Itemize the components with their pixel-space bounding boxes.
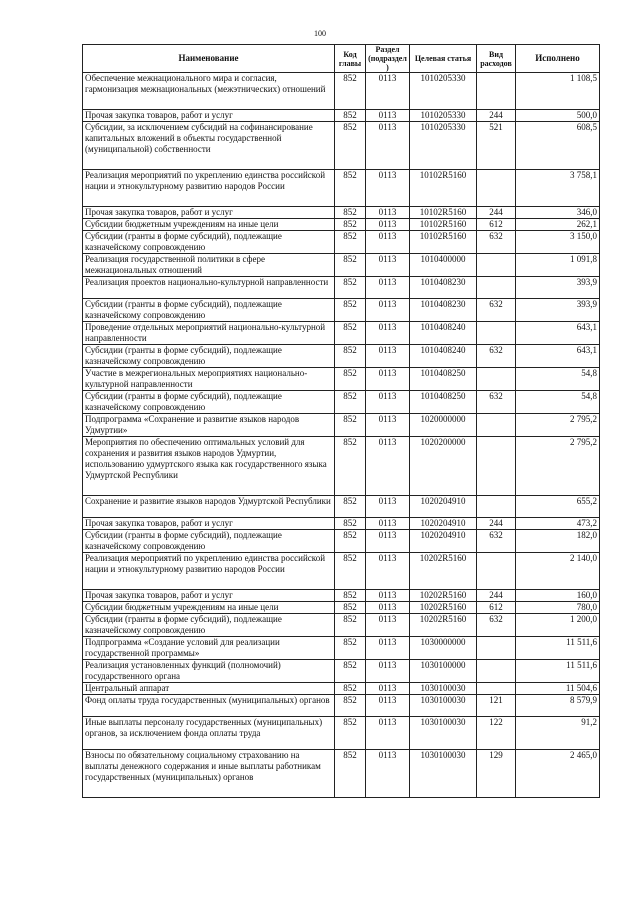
row-article-cell: 1010400000 xyxy=(410,254,477,277)
row-article-cell: 1020204910 xyxy=(410,530,477,553)
row-expense-type-cell: 121 xyxy=(477,695,516,717)
row-expense-type-cell: 612 xyxy=(477,602,516,614)
column-header-section: Раздел (подраздел) xyxy=(366,45,410,73)
table-row xyxy=(83,207,600,219)
row-section-cell: 0113 xyxy=(366,254,410,277)
row-expense-type-cell xyxy=(477,553,516,590)
column-header-name: Наименование xyxy=(83,45,335,73)
row-section-cell: 0113 xyxy=(366,602,410,614)
row-executed-cell: 1 108,5 xyxy=(516,73,600,110)
row-code-cell: 852 xyxy=(335,602,366,614)
row-section-cell: 0113 xyxy=(366,345,410,368)
row-section-cell: 0113 xyxy=(366,110,410,122)
row-executed-cell: 393,9 xyxy=(516,277,600,299)
row-executed-cell: 655,2 xyxy=(516,496,600,518)
row-executed-cell: 11 511,6 xyxy=(516,660,600,683)
page-number: 100 xyxy=(314,29,326,38)
row-expense-type-cell: 122 xyxy=(477,717,516,750)
row-name-cell: Проведение отдельных мероприятий национально-культурной направленности xyxy=(83,322,335,345)
row-section-cell: 0113 xyxy=(366,73,410,110)
column-header-executed: Исполнено xyxy=(516,45,600,73)
row-code-cell: 852 xyxy=(335,391,366,414)
row-name-cell: Субсидии (гранты в форме субсидий), подлежащие казначейскому сопровождению xyxy=(83,530,335,553)
row-expense-type-cell xyxy=(477,277,516,299)
row-name-cell: Участие в межрегиональных мероприятиях национально-культурной направленности xyxy=(83,368,335,391)
row-article-cell: 1010205330 xyxy=(410,73,477,110)
table-row xyxy=(83,695,600,717)
table-row xyxy=(83,170,600,207)
row-name-cell: Прочая закупка товаров, работ и услуг xyxy=(83,207,335,219)
row-code-cell: 852 xyxy=(335,219,366,231)
row-article-cell: 1030100000 xyxy=(410,660,477,683)
table-row xyxy=(83,219,600,231)
table-row xyxy=(83,73,600,110)
row-code-cell: 852 xyxy=(335,73,366,110)
row-section-cell: 0113 xyxy=(366,496,410,518)
row-section-cell: 0113 xyxy=(366,553,410,590)
row-section-cell: 0113 xyxy=(366,219,410,231)
row-section-cell: 0113 xyxy=(366,683,410,695)
table-row xyxy=(83,277,600,299)
table-row xyxy=(83,637,600,660)
row-code-cell: 852 xyxy=(335,695,366,717)
row-section-cell: 0113 xyxy=(366,660,410,683)
table-row xyxy=(83,231,600,254)
row-expense-type-cell xyxy=(477,660,516,683)
row-expense-type-cell: 632 xyxy=(477,391,516,414)
row-article-cell: 1030100030 xyxy=(410,717,477,750)
row-name-cell: Реализация мероприятий по укреплению единства российской нации и этнокультурному развитию народов России xyxy=(83,553,335,590)
row-expense-type-cell: 244 xyxy=(477,207,516,219)
row-article-cell: 10202R5160 xyxy=(410,614,477,637)
row-section-cell: 0113 xyxy=(366,750,410,798)
column-header-code: Код главы xyxy=(335,45,366,73)
table-row xyxy=(83,122,600,170)
row-name-cell: Субсидии (гранты в форме субсидий), подлежащие казначейскому сопровождению xyxy=(83,231,335,254)
table-row xyxy=(83,322,600,345)
table-row xyxy=(83,299,600,322)
row-executed-cell: 2 140,0 xyxy=(516,553,600,590)
row-name-cell: Реализация установленных функций (полномочий) государственного органа xyxy=(83,660,335,683)
row-expense-type-cell: 521 xyxy=(477,122,516,170)
row-executed-cell: 11 511,6 xyxy=(516,637,600,660)
row-executed-cell: 2 795,2 xyxy=(516,437,600,496)
row-name-cell: Субсидии бюджетным учреждениям на иные цели xyxy=(83,219,335,231)
row-name-cell: Взносы по обязательному социальному страхованию на выплаты денежного содержания и иные выплаты работникам государственных (муниципальных) органов xyxy=(83,750,335,798)
row-code-cell: 852 xyxy=(335,518,366,530)
row-name-cell: Субсидии, за исключением субсидий на софинансирование капитальных вложений в объекты государственной (муниципальной) собственности xyxy=(83,122,335,170)
row-name-cell: Иные выплаты персоналу государственных (муниципальных) органов, за исключением фонда оплаты труда xyxy=(83,717,335,750)
table-row xyxy=(83,437,600,496)
row-expense-type-cell xyxy=(477,414,516,437)
row-article-cell: 1010408230 xyxy=(410,299,477,322)
row-section-cell: 0113 xyxy=(366,637,410,660)
row-name-cell: Прочая закупка товаров, работ и услуг xyxy=(83,518,335,530)
row-executed-cell: 393,9 xyxy=(516,299,600,322)
row-name-cell: Прочая закупка товаров, работ и услуг xyxy=(83,110,335,122)
row-article-cell: 1030100030 xyxy=(410,683,477,695)
row-name-cell: Субсидии (гранты в форме субсидий), подлежащие казначейскому сопровождению xyxy=(83,391,335,414)
row-executed-cell: 262,1 xyxy=(516,219,600,231)
row-code-cell: 852 xyxy=(335,614,366,637)
row-expense-type-cell: 632 xyxy=(477,345,516,368)
row-code-cell: 852 xyxy=(335,299,366,322)
table-row xyxy=(83,254,600,277)
row-code-cell: 852 xyxy=(335,750,366,798)
row-code-cell: 852 xyxy=(335,530,366,553)
table-row xyxy=(83,496,600,518)
row-name-cell: Реализация мероприятий по укреплению единства российской нации и этнокультурному развитию народов России xyxy=(83,170,335,207)
row-code-cell: 852 xyxy=(335,110,366,122)
table-row xyxy=(83,518,600,530)
row-expense-type-cell xyxy=(477,368,516,391)
table-row xyxy=(83,110,600,122)
row-expense-type-cell xyxy=(477,637,516,660)
row-code-cell: 852 xyxy=(335,231,366,254)
row-article-cell: 10102R5160 xyxy=(410,219,477,231)
table-row xyxy=(83,553,600,590)
row-executed-cell: 500,0 xyxy=(516,110,600,122)
row-name-cell: Мероприятия по обеспечению оптимальных условий для сохранения и развития языков народов Удмуртии, использованию удмуртского языка как государственного языка Удмуртской Республики xyxy=(83,437,335,496)
row-code-cell: 852 xyxy=(335,437,366,496)
row-section-cell: 0113 xyxy=(366,414,410,437)
row-expense-type-cell xyxy=(477,73,516,110)
column-header-expense-type: Вид расходов xyxy=(477,45,516,73)
row-code-cell: 852 xyxy=(335,660,366,683)
row-article-cell: 10202R5160 xyxy=(410,590,477,602)
row-executed-cell: 54,8 xyxy=(516,391,600,414)
row-article-cell: 1020204910 xyxy=(410,518,477,530)
row-article-cell: 1030100030 xyxy=(410,750,477,798)
row-name-cell: Подпрограмма «Сохранение и развитие языков народов Удмуртии» xyxy=(83,414,335,437)
row-article-cell: 1020200000 xyxy=(410,437,477,496)
row-name-cell: Подпрограмма «Создание условий для реализации государственной программы» xyxy=(83,637,335,660)
row-section-cell: 0113 xyxy=(366,391,410,414)
row-article-cell: 1020204910 xyxy=(410,496,477,518)
row-name-cell: Реализация проектов национально-культурной направленности xyxy=(83,277,335,299)
row-expense-type-cell xyxy=(477,437,516,496)
row-article-cell: 1030000000 xyxy=(410,637,477,660)
row-expense-type-cell: 244 xyxy=(477,110,516,122)
row-executed-cell: 8 579,9 xyxy=(516,695,600,717)
row-executed-cell: 643,1 xyxy=(516,345,600,368)
row-section-cell: 0113 xyxy=(366,207,410,219)
column-header-article: Целевая статья xyxy=(410,45,477,73)
row-article-cell: 10102R5160 xyxy=(410,207,477,219)
row-article-cell: 1020000000 xyxy=(410,414,477,437)
row-code-cell: 852 xyxy=(335,277,366,299)
table-row xyxy=(83,660,600,683)
row-executed-cell: 780,0 xyxy=(516,602,600,614)
row-code-cell: 852 xyxy=(335,207,366,219)
row-code-cell: 852 xyxy=(335,717,366,750)
row-name-cell: Сохранение и развитие языков народов Удмуртской Республики xyxy=(83,496,335,518)
row-name-cell: Обеспечение межнационального мира и согласия, гармонизация межнациональных (межэтнических) отношений xyxy=(83,73,335,110)
table-body xyxy=(83,73,600,798)
table-row xyxy=(83,750,600,798)
row-expense-type-cell xyxy=(477,254,516,277)
row-section-cell: 0113 xyxy=(366,299,410,322)
row-executed-cell: 2 795,2 xyxy=(516,414,600,437)
row-executed-cell: 643,1 xyxy=(516,322,600,345)
row-section-cell: 0113 xyxy=(366,530,410,553)
row-name-cell: Фонд оплаты труда государственных (муниципальных) органов xyxy=(83,695,335,717)
row-executed-cell: 608,5 xyxy=(516,122,600,170)
table-header xyxy=(83,45,600,73)
row-code-cell: 852 xyxy=(335,345,366,368)
row-name-cell: Реализация государственной политики в сфере межнациональных отношений xyxy=(83,254,335,277)
row-code-cell: 852 xyxy=(335,368,366,391)
table-row xyxy=(83,414,600,437)
row-section-cell: 0113 xyxy=(366,122,410,170)
row-section-cell: 0113 xyxy=(366,590,410,602)
row-section-cell: 0113 xyxy=(366,170,410,207)
row-code-cell: 852 xyxy=(335,590,366,602)
row-expense-type-cell: 632 xyxy=(477,299,516,322)
row-name-cell: Прочая закупка товаров, работ и услуг xyxy=(83,590,335,602)
table-row xyxy=(83,683,600,695)
row-article-cell: 1010408250 xyxy=(410,391,477,414)
table-row xyxy=(83,602,600,614)
row-executed-cell: 1 091,8 xyxy=(516,254,600,277)
row-article-cell: 10202R5160 xyxy=(410,553,477,590)
row-code-cell: 852 xyxy=(335,170,366,207)
row-name-cell: Субсидии (гранты в форме субсидий), подлежащие казначейскому сопровождению xyxy=(83,614,335,637)
row-section-cell: 0113 xyxy=(366,695,410,717)
row-code-cell: 852 xyxy=(335,322,366,345)
row-expense-type-cell xyxy=(477,496,516,518)
row-article-cell: 1010408230 xyxy=(410,277,477,299)
row-section-cell: 0113 xyxy=(366,277,410,299)
row-section-cell: 0113 xyxy=(366,518,410,530)
row-executed-cell: 1 200,0 xyxy=(516,614,600,637)
row-article-cell: 1010408240 xyxy=(410,345,477,368)
row-expense-type-cell: 632 xyxy=(477,231,516,254)
row-expense-type-cell: 612 xyxy=(477,219,516,231)
table-row xyxy=(83,345,600,368)
row-executed-cell: 3 150,0 xyxy=(516,231,600,254)
row-executed-cell: 473,2 xyxy=(516,518,600,530)
row-executed-cell: 160,0 xyxy=(516,590,600,602)
table-row xyxy=(83,391,600,414)
table-row xyxy=(83,368,600,391)
row-code-cell: 852 xyxy=(335,122,366,170)
row-article-cell: 1010408240 xyxy=(410,322,477,345)
row-expense-type-cell: 632 xyxy=(477,530,516,553)
row-section-cell: 0113 xyxy=(366,231,410,254)
row-expense-type-cell xyxy=(477,683,516,695)
row-section-cell: 0113 xyxy=(366,437,410,496)
row-name-cell: Субсидии (гранты в форме субсидий), подлежащие казначейскому сопровождению xyxy=(83,345,335,368)
row-expense-type-cell xyxy=(477,322,516,345)
row-article-cell: 1010205330 xyxy=(410,110,477,122)
row-executed-cell: 3 758,1 xyxy=(516,170,600,207)
row-code-cell: 852 xyxy=(335,683,366,695)
row-code-cell: 852 xyxy=(335,496,366,518)
row-executed-cell: 54,8 xyxy=(516,368,600,391)
row-code-cell: 852 xyxy=(335,414,366,437)
budget-execution-table xyxy=(82,44,600,798)
table-row xyxy=(83,530,600,553)
row-section-cell: 0113 xyxy=(366,717,410,750)
row-article-cell: 1010205330 xyxy=(410,122,477,170)
row-article-cell: 10202R5160 xyxy=(410,602,477,614)
row-article-cell: 1030100030 xyxy=(410,695,477,717)
row-code-cell: 852 xyxy=(335,637,366,660)
table-row xyxy=(83,717,600,750)
table-row xyxy=(83,590,600,602)
row-expense-type-cell: 129 xyxy=(477,750,516,798)
row-name-cell: Центральный аппарат xyxy=(83,683,335,695)
row-expense-type-cell: 244 xyxy=(477,590,516,602)
row-expense-type-cell: 244 xyxy=(477,518,516,530)
row-article-cell: 10102R5160 xyxy=(410,170,477,207)
row-executed-cell: 346,0 xyxy=(516,207,600,219)
row-article-cell: 10102R5160 xyxy=(410,231,477,254)
row-executed-cell: 11 504,6 xyxy=(516,683,600,695)
row-section-cell: 0113 xyxy=(366,322,410,345)
row-code-cell: 852 xyxy=(335,254,366,277)
row-name-cell: Субсидии (гранты в форме субсидий), подлежащие казначейскому сопровождению xyxy=(83,299,335,322)
row-expense-type-cell: 632 xyxy=(477,614,516,637)
row-expense-type-cell xyxy=(477,170,516,207)
row-executed-cell: 182,0 xyxy=(516,530,600,553)
row-name-cell: Субсидии бюджетным учреждениям на иные цели xyxy=(83,602,335,614)
row-article-cell: 1010408250 xyxy=(410,368,477,391)
row-section-cell: 0113 xyxy=(366,614,410,637)
table-row xyxy=(83,614,600,637)
row-section-cell: 0113 xyxy=(366,368,410,391)
row-executed-cell: 91,2 xyxy=(516,717,600,750)
row-executed-cell: 2 465,0 xyxy=(516,750,600,798)
row-code-cell: 852 xyxy=(335,553,366,590)
